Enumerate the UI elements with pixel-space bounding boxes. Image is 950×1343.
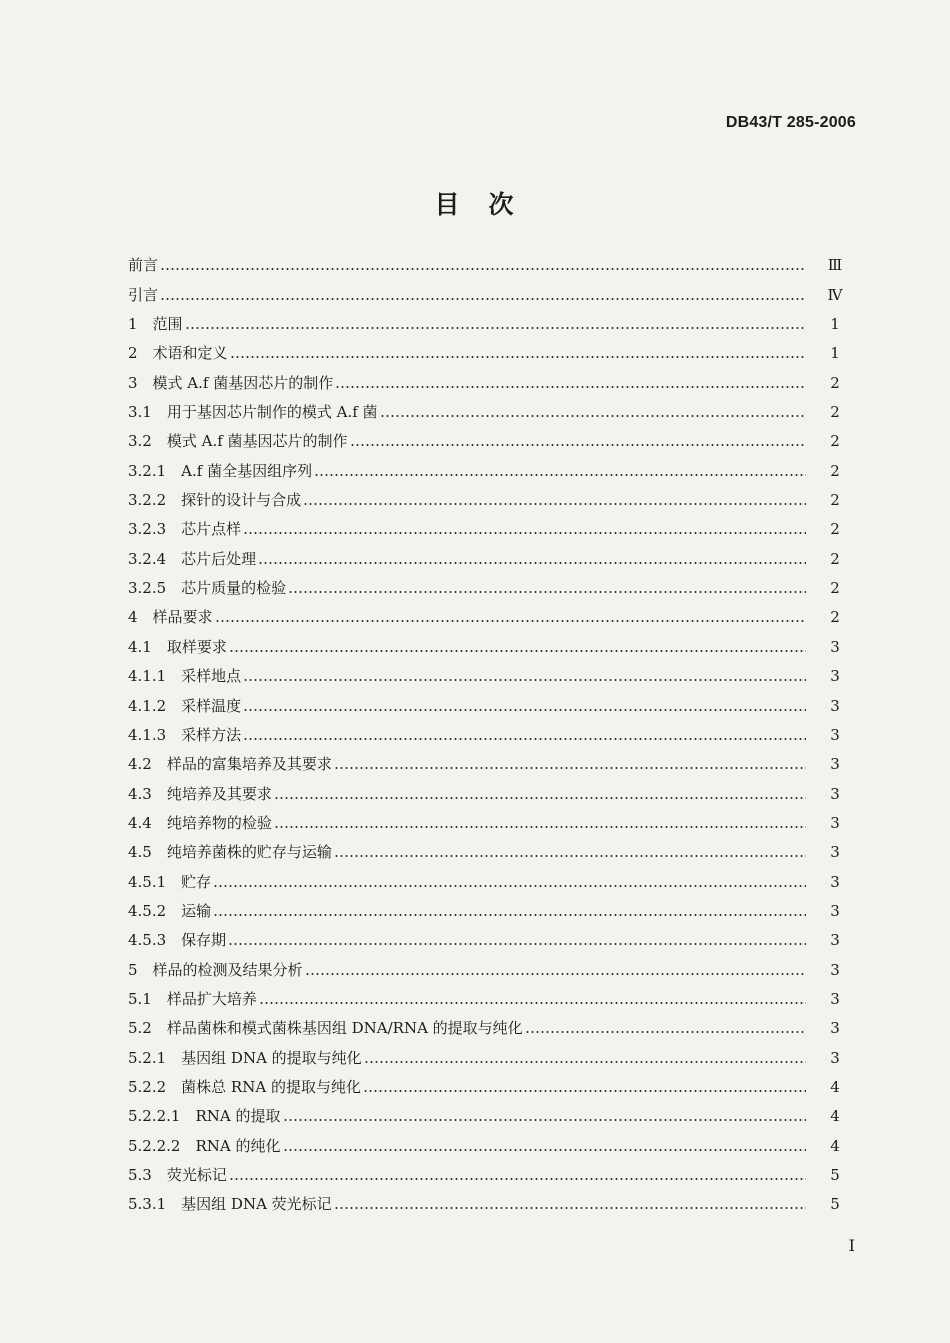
toc-entry-label: 3.2.5 芯片质量的检验 — [128, 579, 287, 598]
toc-entry[interactable] — [128, 1038, 844, 1067]
toc-entry[interactable] — [128, 1185, 844, 1214]
toc-entry-page: Ⅲ — [827, 256, 843, 275]
dot-leader — [288, 591, 806, 593]
toc-entry[interactable] — [128, 657, 844, 686]
dot-leader — [229, 1178, 806, 1180]
toc-entry[interactable] — [128, 980, 844, 1009]
dot-leader — [228, 943, 806, 945]
toc-entry-page: 3 — [830, 637, 840, 656]
toc-entry-label: 4.5 纯培养菌株的贮存与运输 — [128, 843, 332, 862]
dot-leader — [243, 679, 806, 681]
dot-leader — [283, 1149, 807, 1151]
toc-entry[interactable] — [128, 950, 844, 979]
dot-leader — [283, 1119, 807, 1121]
dot-leader — [525, 1031, 806, 1033]
toc-entry[interactable] — [128, 892, 844, 921]
dot-leader — [314, 474, 806, 476]
toc-entry[interactable] — [128, 804, 844, 833]
dot-leader — [215, 620, 806, 622]
page-number: I — [848, 1236, 855, 1255]
dot-leader — [334, 1207, 806, 1209]
dot-leader — [243, 738, 806, 740]
dot-leader — [350, 444, 806, 446]
toc-entry[interactable] — [128, 481, 844, 510]
toc-entry-page: 4 — [830, 1077, 840, 1096]
toc-entry-label: 5.1 样品扩大培养 — [128, 989, 257, 1008]
toc-entry[interactable] — [128, 627, 844, 656]
toc-entry[interactable] — [128, 862, 844, 891]
dot-leader — [363, 1090, 806, 1092]
toc-entry-label: 4.1.2 采样温度 — [128, 696, 242, 715]
dot-leader — [230, 356, 806, 358]
toc-entry[interactable] — [128, 569, 844, 598]
toc-entry-page: 3 — [830, 725, 840, 744]
toc-entry-label: 4 样品要求 — [128, 608, 213, 627]
toc-entry-label: 3.2 模式 A.f 菌基因芯片的制作 — [128, 432, 348, 451]
toc-entry-label: 5.2.2.1 RNA 的提取 — [128, 1107, 281, 1126]
dot-leader — [274, 797, 806, 799]
toc-entry-page: 3 — [830, 901, 840, 920]
toc-entry-page: 3 — [830, 960, 840, 979]
toc-entry-label: 4.1.3 采样方法 — [128, 725, 242, 744]
toc-entry-label: 4.5.1 贮存 — [128, 872, 212, 891]
toc-entry-page: 3 — [830, 931, 840, 950]
toc-entry-page: 2 — [830, 520, 840, 539]
toc-entry-page: 2 — [830, 491, 840, 510]
toc-entry-label: 4.2 样品的富集培养及其要求 — [128, 755, 332, 774]
toc-entry-page: 2 — [830, 579, 840, 598]
toc-entry[interactable] — [128, 1068, 844, 1097]
toc-entry-label: 3.2.1 A.f 菌全基因组序列 — [128, 461, 313, 480]
toc-entry-page: 5 — [830, 1166, 840, 1184]
page-title: 目 次 — [434, 190, 516, 219]
toc-entry-label: 5.2.2 菌株总 RNA 的提取与纯化 — [128, 1077, 361, 1096]
toc-entry-page: 2 — [830, 549, 840, 568]
toc-entry-page: 3 — [830, 667, 840, 686]
dot-leader — [274, 826, 806, 828]
dot-leader — [380, 415, 806, 417]
toc-entry-label: 5.3 荧光标记 — [128, 1166, 227, 1184]
toc-entry[interactable] — [128, 246, 844, 275]
toc-entry-page: 2 — [830, 373, 840, 392]
toc-entry-page: 3 — [830, 1048, 840, 1067]
toc-entry-page: 3 — [830, 989, 840, 1008]
toc-entry-page: 3 — [830, 1019, 840, 1038]
toc-entry-label: 4.3 纯培养及其要求 — [128, 784, 272, 803]
dot-leader — [364, 1061, 806, 1063]
toc-entry[interactable] — [128, 686, 844, 715]
dot-leader — [229, 650, 806, 652]
toc-entry-label: 4.1 取样要求 — [128, 637, 227, 656]
dot-leader — [305, 973, 806, 975]
toc-entry[interactable] — [128, 334, 844, 363]
toc-entry[interactable] — [128, 716, 844, 745]
toc-entry-page: 5 — [830, 1195, 840, 1214]
dot-leader — [258, 562, 806, 564]
toc-entry-page: 2 — [830, 461, 840, 480]
toc-entry[interactable] — [128, 1009, 844, 1038]
toc-entry[interactable] — [128, 393, 844, 422]
toc-entry-page: 3 — [830, 872, 840, 891]
toc-entry-label: 5.3.1 基因组 DNA 荧光标记 — [128, 1195, 332, 1214]
toc-entry[interactable] — [128, 774, 844, 803]
toc-entry-page: 2 — [830, 403, 840, 422]
toc-entry[interactable] — [128, 451, 844, 480]
toc-entry-page: 3 — [830, 843, 840, 862]
toc-entry[interactable] — [128, 598, 844, 627]
toc-entry-label: 3 模式 A.f 菌基因芯片的制作 — [128, 373, 334, 392]
dot-leader — [185, 327, 806, 329]
toc-entry-label: 5.2 样品菌株和模式菌株基因组 DNA/RNA 的提取与纯化 — [128, 1019, 523, 1038]
dot-leader — [213, 914, 806, 916]
dot-leader — [213, 885, 806, 887]
dot-leader — [243, 532, 806, 534]
toc-entry-label: 2 术语和定义 — [128, 344, 228, 363]
toc-entry[interactable] — [128, 305, 844, 334]
dot-leader — [259, 1002, 806, 1004]
toc-entry-label: 5.2.1 基因组 DNA 的提取与纯化 — [128, 1048, 362, 1067]
toc-entry[interactable] — [128, 510, 844, 539]
toc-entry-label: 5.2.2.2 RNA 的纯化 — [128, 1136, 281, 1155]
toc-entry-page: 1 — [830, 315, 840, 334]
toc-entry-page: 3 — [830, 696, 840, 715]
toc-entry-page: 3 — [830, 784, 840, 803]
toc-entry-label: 3.2.4 芯片后处理 — [128, 549, 257, 568]
dot-leader — [303, 503, 806, 505]
toc-entry-label: 引言 — [128, 285, 159, 304]
toc-entry-label: 3.2.2 探针的设计与合成 — [128, 491, 302, 510]
toc-entry-label: 4.1.1 采样地点 — [128, 667, 242, 686]
toc-entry-label: 4.5.3 保存期 — [128, 931, 227, 950]
toc-entry[interactable] — [128, 539, 844, 568]
toc-entry-page: 3 — [830, 813, 840, 832]
toc-entry-page: 2 — [830, 608, 840, 627]
dot-leader — [160, 298, 806, 300]
toc-entry-label: 1 范围 — [128, 315, 183, 334]
toc-entry-label: 4.5.2 运输 — [128, 901, 212, 920]
toc-entry-label: 3.1 用于基因芯片制作的模式 A.f 菌 — [128, 403, 378, 422]
toc-entry-page: 3 — [830, 755, 840, 774]
toc-entry-label: 5 样品的检测及结果分析 — [128, 960, 303, 979]
toc-entry[interactable] — [128, 745, 844, 774]
dot-leader — [160, 268, 806, 270]
toc-entry-label: 前言 — [128, 256, 159, 275]
toc-entry-page: Ⅳ — [827, 285, 843, 304]
toc-entry[interactable] — [128, 422, 844, 451]
document-code: DB43/T 285-2006 — [725, 114, 856, 131]
toc-entry[interactable] — [128, 1156, 844, 1185]
toc-entry[interactable] — [128, 275, 844, 304]
toc-entry[interactable] — [128, 921, 844, 950]
table-of-contents — [128, 246, 844, 1214]
toc-entry-page: 4 — [830, 1136, 840, 1155]
dot-leader — [335, 386, 806, 388]
toc-entry-page: 2 — [830, 432, 840, 451]
toc-entry-page: 1 — [830, 344, 840, 363]
toc-entry-label: 3.2.3 芯片点样 — [128, 520, 242, 539]
toc-entry[interactable] — [128, 1097, 844, 1126]
toc-entry[interactable] — [128, 833, 844, 862]
dot-leader — [334, 767, 806, 769]
toc-entry[interactable] — [128, 1126, 844, 1155]
dot-leader — [243, 709, 806, 711]
toc-entry[interactable] — [128, 363, 844, 392]
toc-entry-label: 4.4 纯培养物的检验 — [128, 813, 272, 832]
dot-leader — [334, 855, 806, 857]
toc-entry-page: 4 — [830, 1107, 840, 1126]
